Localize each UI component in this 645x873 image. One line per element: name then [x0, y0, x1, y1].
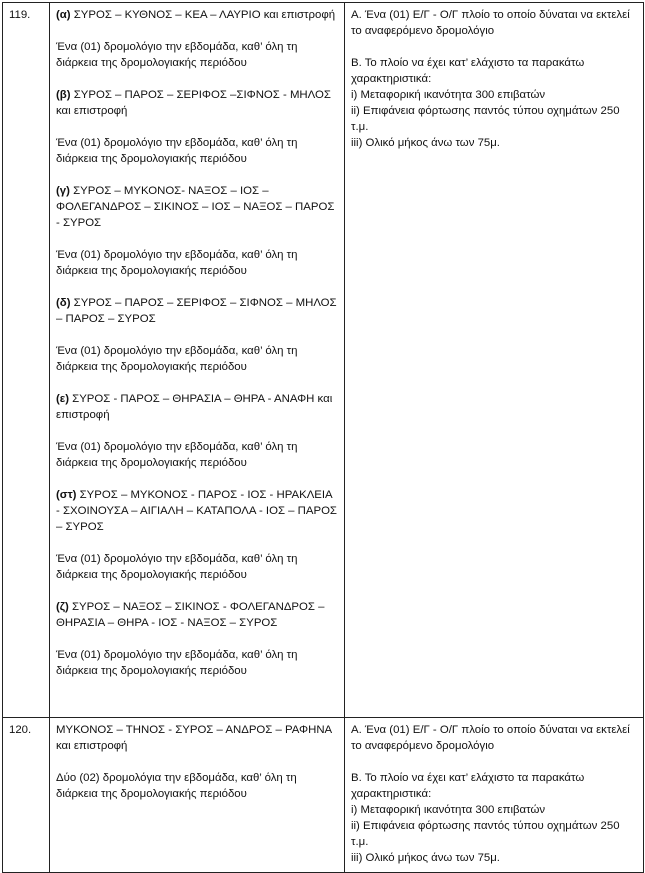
route-text: ΣΥΡΟΣ – ΚΥΘΝΟΣ – ΚΕΑ – ΛΑΥΡΙΟ και επιστροφή — [73, 9, 336, 21]
row-number: 120. — [3, 718, 50, 873]
requirement-item: i) Μεταφορική ικανότητα 300 επιβατών — [351, 89, 546, 101]
requirement-b-heading: Β. Το πλοίο να έχει κατ’ ελάχιστο τα παρακάτω χαρακτηριστικά: — [351, 57, 585, 85]
route-label: (ζ) — [56, 601, 69, 613]
requirement-item: iii) Ολικό μήκος άνω των 75μ. — [351, 137, 500, 149]
table-row — [3, 3, 644, 718]
routes-cell — [50, 718, 345, 873]
table-row — [3, 718, 644, 873]
requirement-b-list — [351, 770, 637, 866]
requirement-item: iii) Ολικό μήκος άνω των 75μ. — [351, 852, 500, 864]
requirement-b-list — [351, 55, 637, 151]
requirements-cell — [345, 3, 644, 718]
frequency-text: Ένα (01) δρομολόγιο την εβδομάδα, καθ’ όλη τη διάρκεια της δρομολογιακής περιόδου — [56, 41, 298, 69]
route-text: ΣΥΡΟΣ - ΠΑΡΟΣ – ΘΗΡΑΣΙΑ – ΘΗΡΑ - ΑΝΑΦΗ και επιστροφή — [56, 393, 333, 421]
requirement-item: i) Μεταφορική ικανότητα 300 επιβατών — [351, 804, 546, 816]
route-block — [56, 487, 338, 535]
route-text: ΣΥΡΟΣ – ΠΑΡΟΣ – ΣΕΡΙΦΟΣ – ΣΙΦΝΟΣ – ΜΗΛΟΣ – ΠΑΡΟΣ – ΣΥΡΟΣ — [56, 297, 337, 325]
requirement-a: Α. Ένα (01) Ε/Γ - Ο/Γ πλοίο το οποίο δύναται να εκτελεί το αναφερόμενο δρομολόγιο — [351, 724, 630, 752]
route-label: (β) — [56, 89, 71, 101]
requirement-b-heading: Β. Το πλοίο να έχει κατ’ ελάχιστο τα παρακάτω χαρακτηριστικά: — [351, 772, 585, 800]
requirement-item: ii) Επιφάνεια φόρτωσης παντός τύπου οχημάτων 250 τ.μ. — [351, 820, 620, 848]
frequency-text: Ένα (01) δρομολόγιο την εβδομάδα, καθ’ όλη τη διάρκεια της δρομολογιακής περιόδου — [56, 345, 298, 373]
frequency-text: Δύο (02) δρομολόγια την εβδομάδα, καθ’ όλη τη διάρκεια της δρομολογιακής περιόδου — [56, 772, 297, 800]
route-text: ΜΥΚΟΝΟΣ – ΤΗΝΟΣ - ΣΥΡΟΣ – ΑΝΔΡΟΣ – ΡΑΦΗΝΑ και επιστροφή — [56, 724, 332, 752]
route-block — [56, 7, 338, 23]
frequency-text: Ένα (01) δρομολόγιο την εβδομάδα, καθ’ όλη τη διάρκεια της δρομολογιακής περιόδου — [56, 649, 298, 677]
row-number: 119. — [3, 3, 50, 718]
route-block — [56, 295, 338, 327]
frequency-text: Ένα (01) δρομολόγιο την εβδομάδα, καθ’ όλη τη διάρκεια της δρομολογιακής περιόδου — [56, 249, 298, 277]
route-label: (ε) — [56, 393, 69, 405]
route-text: ΣΥΡΟΣ – ΠΑΡΟΣ – ΣΕΡΙΦΟΣ –ΣΙΦΝΟΣ - ΜΗΛΟΣ και επιστροφή — [56, 89, 331, 117]
requirement-item: ii) Επιφάνεια φόρτωσης παντός τύπου οχημάτων 250 τ.μ. — [351, 105, 620, 133]
frequency-text: Ένα (01) δρομολόγιο την εβδομάδα, καθ’ όλη τη διάρκεια της δρομολογιακής περιόδου — [56, 553, 298, 581]
route-text: ΣΥΡΟΣ – ΜΥΚΟΝΟΣ - ΠΑΡΟΣ - ΙΟΣ - ΗΡΑΚΛΕΙΑ - ΣΧΟΙΝΟΥΣΑ – ΑΙΓΙΑΛΗ – ΚΑΤΑΠΟΛΑ - ΙΟΣ – ΠΑΡΟΣ – ΣΥΡΟΣ — [56, 489, 337, 533]
route-block — [56, 183, 338, 231]
route-text: ΣΥΡΟΣ – ΜΥΚΟΝΟΣ- ΝΑΞΟΣ – ΙΟΣ – ΦΟΛΕΓΑΝΔΡΟΣ – ΣΙΚΙΝΟΣ – ΙΟΣ – ΝΑΞΟΣ – ΠΑΡΟΣ - ΣΥΡΟΣ — [56, 185, 335, 229]
route-label: (α) — [56, 9, 71, 21]
route-block — [56, 599, 338, 631]
route-block — [56, 391, 338, 423]
route-label: (γ) — [56, 185, 70, 197]
requirement-a: Α. Ένα (01) Ε/Γ - Ο/Γ πλοίο το οποίο δύναται να εκτελεί το αναφερόμενο δρομολόγιο — [351, 9, 630, 37]
routes-table — [2, 2, 644, 873]
route-text: ΣΥΡΟΣ – ΝΑΞΟΣ – ΣΙΚΙΝΟΣ - ΦΟΛΕΓΑΝΔΡΟΣ – ΘΗΡΑΣΙΑ – ΘΗΡΑ - ΙΟΣ - ΝΑΞΟΣ – ΣΥΡΟΣ — [56, 601, 325, 629]
frequency-text: Ένα (01) δρομολόγιο την εβδομάδα, καθ’ όλη τη διάρκεια της δρομολογιακής περιόδου — [56, 137, 298, 165]
route-label: (δ) — [56, 297, 71, 309]
route-block — [56, 87, 338, 119]
frequency-text: Ένα (01) δρομολόγιο την εβδομάδα, καθ’ όλη τη διάρκεια της δρομολογιακής περιόδου — [56, 441, 298, 469]
requirements-cell — [345, 718, 644, 873]
routes-cell — [50, 3, 345, 718]
route-label: (στ) — [56, 489, 77, 501]
